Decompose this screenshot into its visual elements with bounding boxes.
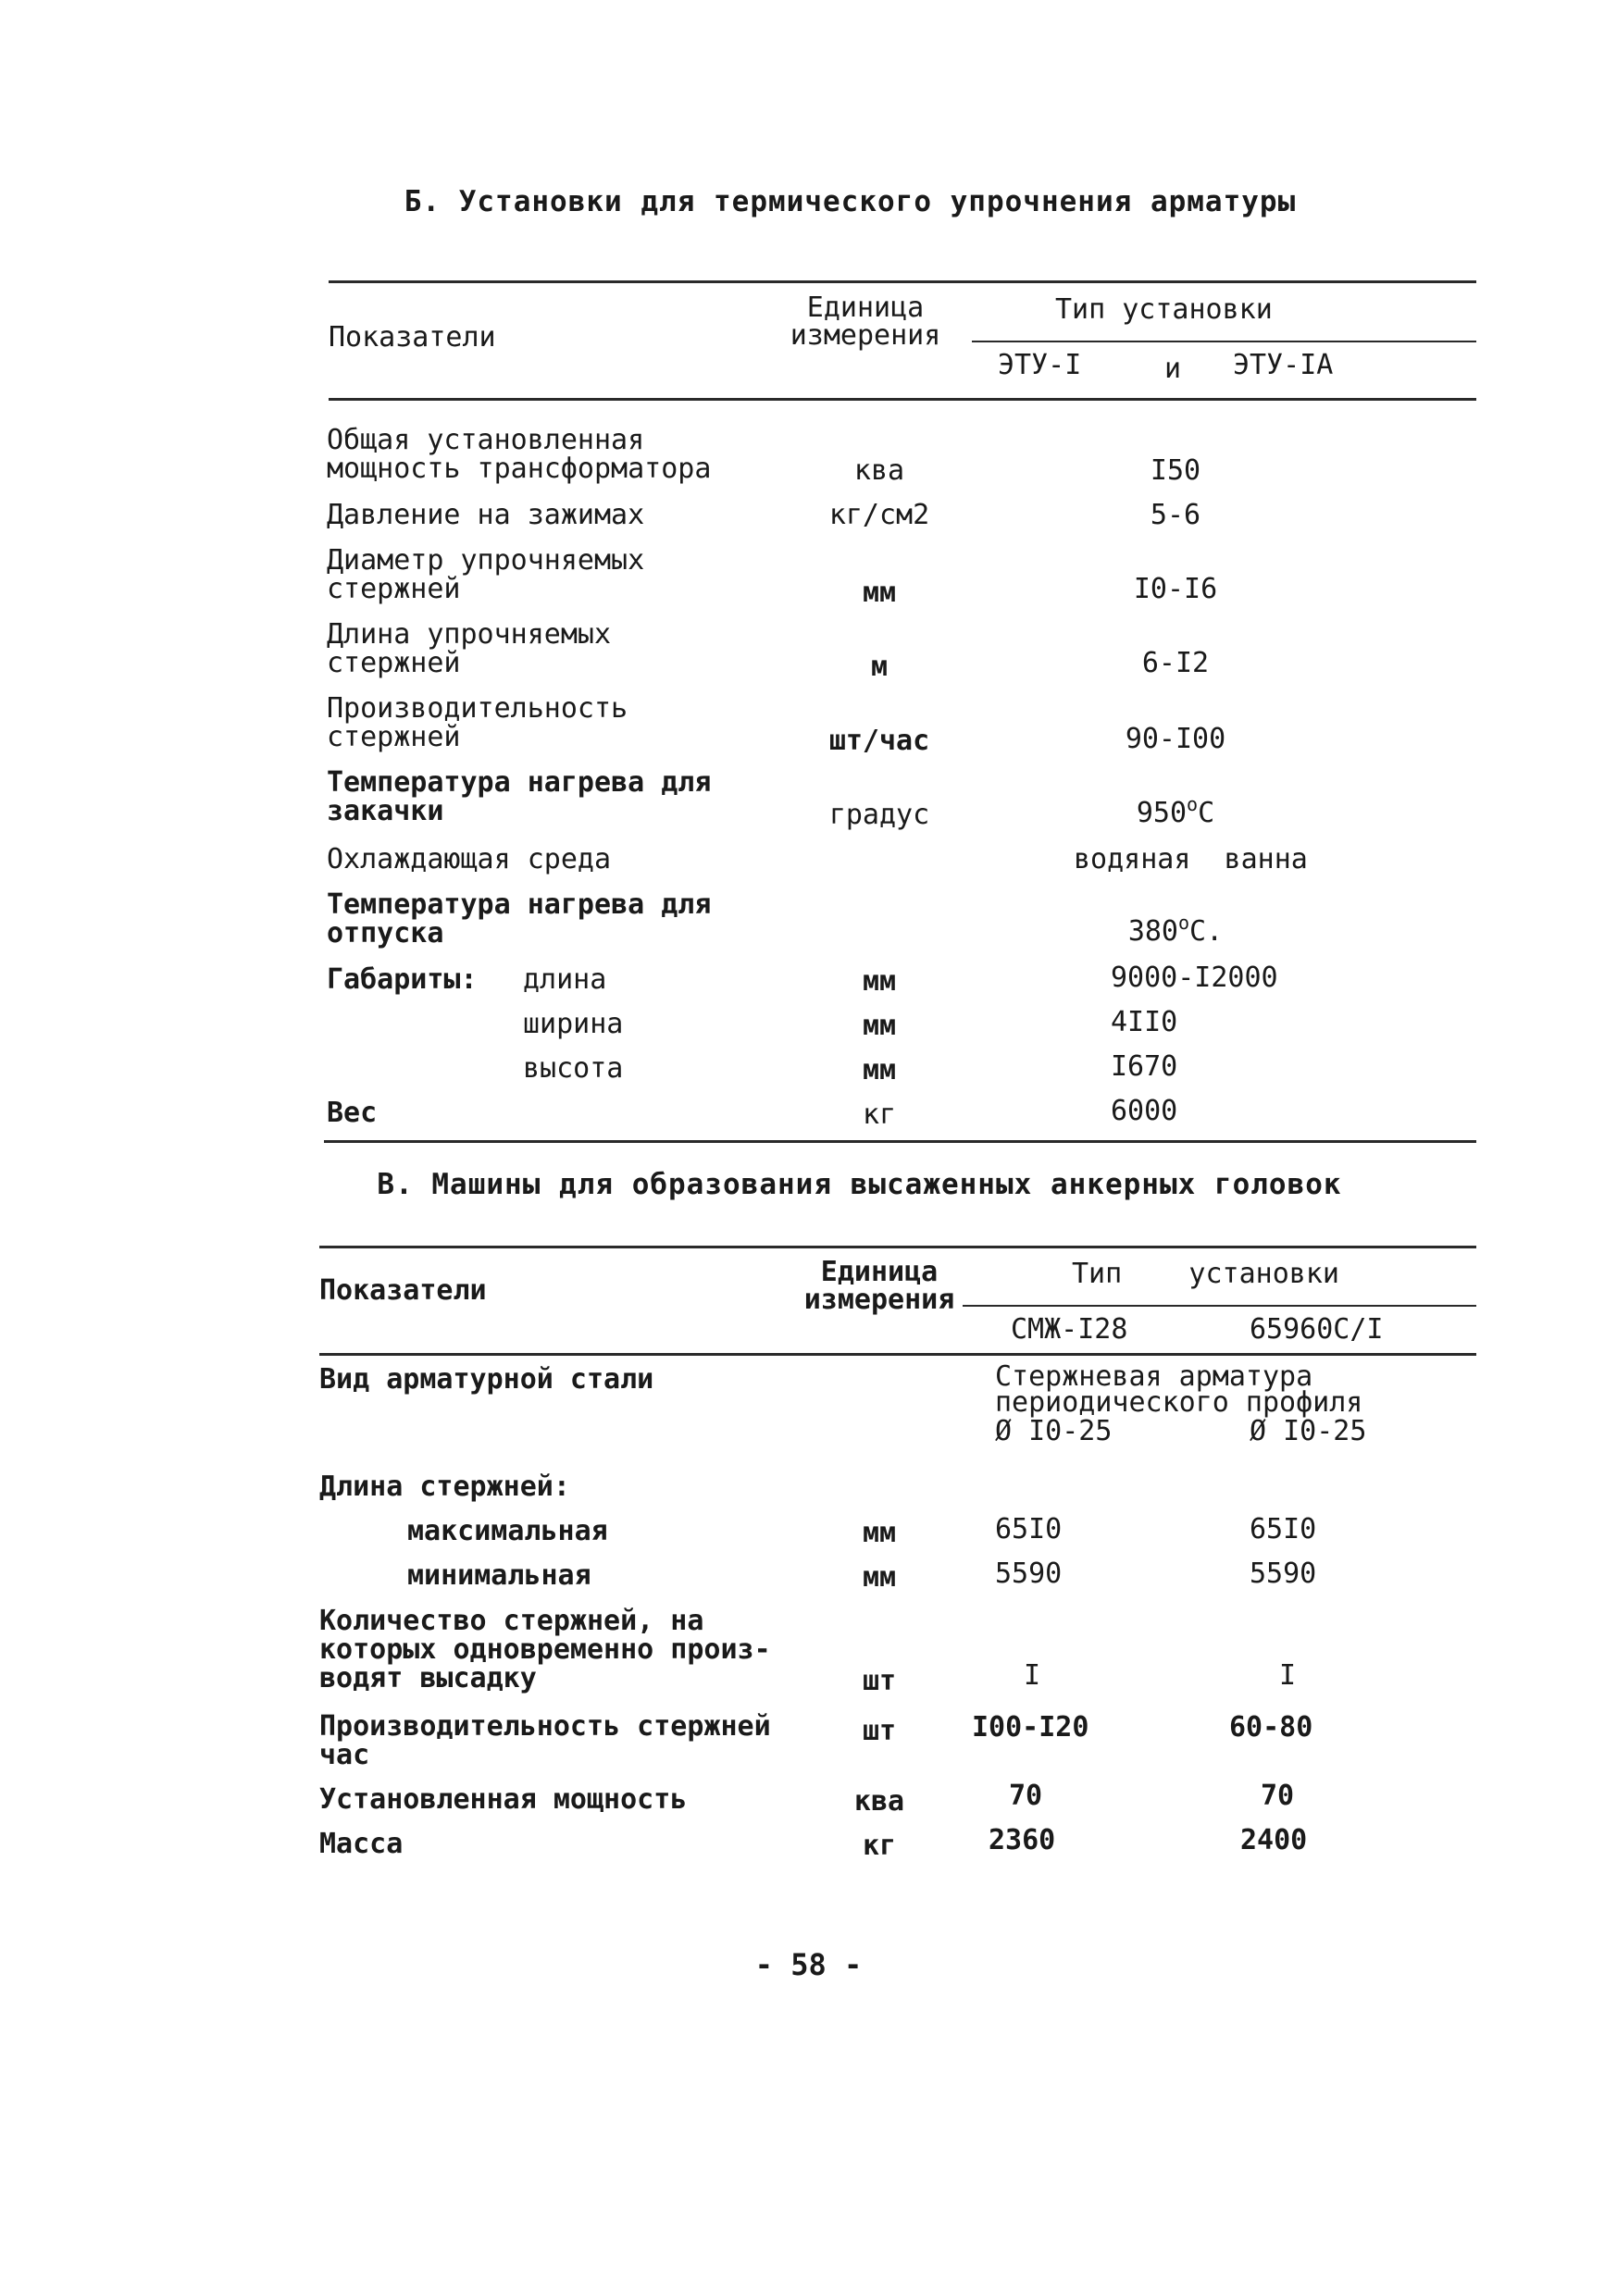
table-b-row-unit: мм (862, 577, 897, 609)
table-b-header-rule (329, 398, 1476, 401)
table-b-row-value: 5-6 (1150, 499, 1201, 531)
value-number: 380 (1127, 915, 1178, 948)
table-b-row-unit: м (870, 651, 889, 683)
table-v-row-value-2: 2400 (1240, 1824, 1308, 1856)
table-v-subheader-rule (963, 1305, 1476, 1307)
table-b-top-rule (329, 280, 1476, 283)
table-v-title: В. Машины для образования высаженных анкерных головок (377, 1168, 1342, 1201)
table-b-row-value: I50 (1150, 454, 1201, 487)
table-b-header-model-1: ЭТУ-I (998, 349, 1082, 381)
table-v-header-indicators: Показатели (319, 1274, 487, 1307)
table-b-row-value: 9000-I2000 (1111, 962, 1278, 994)
table-b-row-sublabel: ширина (523, 1008, 624, 1040)
table-b-row-label: Производительность стержней (327, 692, 628, 753)
table-b-row-label: Температура нагрева для закачки (327, 766, 712, 827)
table-v-row-value-1: I00-I20 (972, 1711, 1089, 1744)
table-b-row-value: 4II0 (1111, 1006, 1178, 1038)
table-b-row-value: водяная ванна (1074, 843, 1308, 875)
table-b-row-value (1074, 793, 1277, 829)
table-b-header-type: Тип установки (1055, 293, 1273, 326)
table-v-header-rule (319, 1353, 1476, 1356)
table-v-row-value-1: 2360 (989, 1824, 1056, 1856)
table-v-row-value-1: 65I0 (995, 1513, 1063, 1545)
table-v-row-value-2: 70 (1261, 1780, 1295, 1812)
table-b-row-unit: градус (828, 799, 930, 831)
table-v-header-type: Тип установки (1072, 1258, 1339, 1290)
table-b-row-sublabel: высота (523, 1052, 624, 1085)
degree-sign: о (1178, 912, 1190, 934)
table-v-row-label: Вид арматурной стали (319, 1363, 654, 1396)
table-v-row-value-2: I (1279, 1659, 1297, 1692)
table-b-row-label: Габариты: (327, 963, 478, 996)
table-b-row-sublabel: длина (523, 963, 607, 996)
table-b-row-value: 6000 (1111, 1095, 1178, 1127)
table-b-row-label: Вес (327, 1097, 378, 1129)
table-v-row-unit: ква (853, 1785, 905, 1818)
table-b-row-label: Общая установленная мощность трансформатора (327, 424, 712, 485)
table-v-row-span-value: Стержневая арматура периодического профиля (995, 1360, 1363, 1419)
table-v-row-unit: шт (862, 1665, 897, 1697)
table-v-row-value-1: Ø I0-25 (995, 1415, 1113, 1447)
table-b-title: Б. Установки для термического упрочнения арматуры (404, 185, 1297, 218)
table-v-row-unit: мм (862, 1517, 897, 1549)
table-v-row-value-2: 60-80 (1229, 1711, 1313, 1744)
page-number: - 58 - (754, 1947, 863, 1982)
table-v-row-value-1: I (1023, 1659, 1041, 1692)
table-v-row-value-2: 5590 (1250, 1558, 1317, 1590)
table-b-row-unit: мм (862, 1054, 897, 1086)
table-v-row-sublabel: максимальная (407, 1515, 608, 1547)
table-v-row-label: Установленная мощность (319, 1783, 688, 1816)
table-b-row-label: Диаметр упрочняемых стержней (327, 544, 645, 605)
table-b-row-label: Температура нагрева для отпуска (327, 888, 712, 949)
table-v-header-model-1: СМЖ-I28 (1011, 1313, 1128, 1346)
table-b-row-value (1074, 912, 1277, 948)
table-b-row-label: Охлаждающая среда (327, 843, 612, 875)
table-v-row-value-1: 5590 (995, 1558, 1063, 1590)
value-suffix: С (1198, 797, 1215, 829)
table-v-row-label: Производительность стержней час (319, 1710, 771, 1771)
table-b-row-unit: ква (853, 454, 905, 487)
table-b-header-conj: и (1164, 353, 1182, 385)
table-v-row-label: Масса (319, 1828, 404, 1860)
table-b-subheader-rule (972, 341, 1476, 342)
table-v-row-value-2: Ø I0-25 (1250, 1415, 1367, 1447)
table-b-row-label: Длина упрочняемых стержней (327, 618, 612, 679)
table-v-row-value-2: 65I0 (1250, 1513, 1317, 1545)
table-v-header-model-2: 65960С/I (1250, 1313, 1384, 1346)
table-v-row-sublabel: минимальная (407, 1559, 591, 1592)
table-v-row-label: Длина стержней: (319, 1471, 570, 1503)
table-v-top-rule (319, 1246, 1476, 1248)
table-b-header-indicators: Показатели (329, 321, 496, 354)
table-b-row-value: 90-I00 (1125, 723, 1226, 755)
table-b-row-value: I670 (1111, 1050, 1178, 1083)
table-b-row-unit: кг (862, 1098, 897, 1131)
table-v-header-unit: Единица измерения (803, 1256, 955, 1316)
table-v-row-value-1: 70 (1009, 1780, 1043, 1812)
table-v-row-unit: кг (862, 1830, 897, 1862)
table-b-bottom-rule (324, 1140, 1476, 1143)
table-v-row-unit: мм (862, 1561, 897, 1594)
table-v-row-label: Количество стержней, на которых одновременно произ- водят высадку (319, 1605, 771, 1694)
table-b-header-unit: Единица измерения (790, 292, 941, 352)
value-suffix: С. (1189, 915, 1224, 948)
table-b-row-unit: шт/час (828, 725, 930, 757)
table-b-row-label: Давление на зажимах (327, 499, 645, 531)
table-b-row-value: I0-I6 (1133, 573, 1218, 605)
degree-sign: о (1187, 793, 1199, 815)
table-b-row-unit: мм (862, 965, 897, 998)
table-b-header-model-2: ЭТУ-IA (1233, 349, 1334, 381)
table-b-row-unit: кг/см2 (828, 499, 930, 531)
table-v-row-unit: шт (862, 1715, 897, 1747)
value-number: 950 (1136, 797, 1188, 829)
table-b-row-value: 6-I2 (1141, 647, 1210, 679)
table-b-row-unit: мм (862, 1010, 897, 1042)
